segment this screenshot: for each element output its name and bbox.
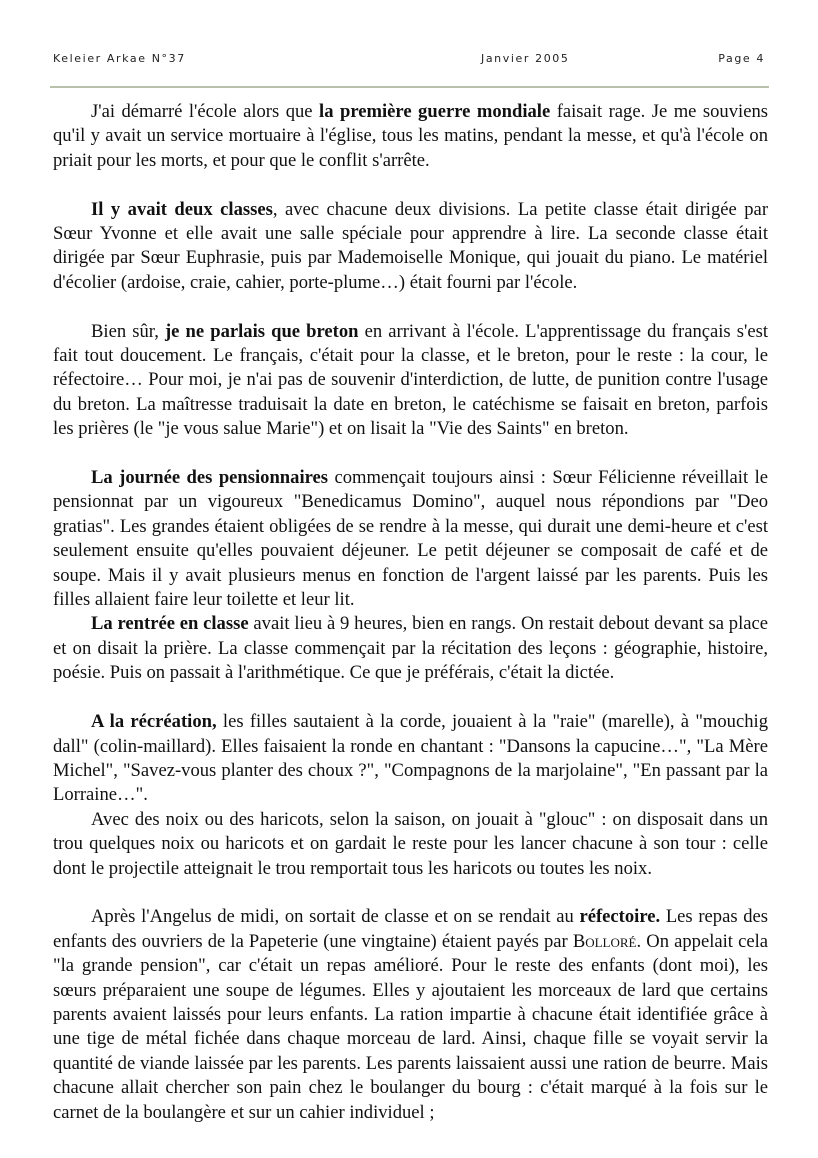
paragraph-refectory xyxy=(53,905,768,1125)
text: Les repas des enfants des ouvriers de la Papeterie (une vingtaine) étaient payés par xyxy=(53,906,768,952)
article-body xyxy=(53,100,768,1125)
paragraph-boarders-day xyxy=(53,466,768,612)
header-divider xyxy=(50,86,769,88)
text: Bien sûr, xyxy=(91,320,165,342)
text: , avec chacune deux divisions. La petite classe était dirigée par Sœur Yvonne et elle avait une salle spéciale pour apprendre à lire. La seconde classe était dirigée par Sœur Euphrasie, puis par Mademoiselle Monique, qui jouait du piano. Le matériel d'écolier (ardoise, craie, cahier, porte-plume…) était fourni par l'école. xyxy=(53,198,769,293)
text: J'ai démarré l'école alors que xyxy=(91,101,320,122)
company-name: Bolloré xyxy=(572,930,637,952)
paragraph-classes xyxy=(53,198,768,296)
paragraph-glouc xyxy=(53,808,768,881)
text: avait lieu à 9 heures, bien en rangs. On restait debout devant sa place et on disait la prière. La classe commençait par la récitation des leçons : géographie, histoire, poésie. Puis on passait à l'arithmétique. Ce que je préférais, c'était la dictée. xyxy=(53,613,769,684)
text: . On appelait cela "la grande pension", car c'était un repas amélioré. Pour le reste des enfants (dont moi), les sœurs préparaient une soupe de légumes. Elles y ajoutaient les morceaux de lard que certains parents avaient laissés pour leurs enfants. La ration impartie à chacune était identifiée grâce à une tige de métal fichée dans chaque morceau de lard. Ainsi, chaque fille se voyait servir la quantité de viande laissée par les parents. Les parents laissaient aussi une ration de beurre. Mais chacune allait chercher son pain chez le boulanger du bourg : c'était marqué à la fois sur le carnet de la boulangère et sur un cahier individuel ; xyxy=(53,930,768,1123)
bold-phrase: Il y avait deux classes xyxy=(91,198,273,220)
page-number: Page 4 xyxy=(718,52,765,65)
paragraph-class-start xyxy=(53,612,768,685)
bold-phrase: la première guerre mondiale xyxy=(319,101,551,122)
text: faisait rage. Je me souviens qu'il y avait un service mortuaire à l'église, tous les matins, pendant la messe, et qu'à l'école on priait pour les morts, et pour que le conflit s'arrête. xyxy=(53,101,768,171)
paragraph-recess xyxy=(53,710,768,808)
bold-phrase: La rentrée en classe xyxy=(91,613,249,635)
publication-title: Keleier Arkae N°37 xyxy=(53,52,186,65)
paragraph-war xyxy=(53,100,768,173)
text: en arrivant à l'école. L'apprentissage du français s'est fait tout doucement. Le français, c'était pour la classe, et le breton, pour le reste : la cour, le réfectoire… Pour moi, je n'ai pas de souvenir d'interdiction, de lutte, de punition contre l'usage du breton. La maîtresse traduisait la date en breton, le catéchisme se faisait en breton, parfois les prières (le "je vous salue Marie") et on lisait la "Vie des Saints" en breton. xyxy=(53,320,768,440)
bold-phrase: La journée des pensionnaires xyxy=(91,467,329,489)
paragraph-breton xyxy=(53,320,768,442)
page-header xyxy=(53,52,765,70)
text: les filles sautaient à la corde, jouaient à la "raie" (marelle), à "mouchig dall" (colin-maillard). Elles faisaient la ronde en chantant : "Dansons la capucine…", "La Mère Michel", "Savez-vous planter des choux ?", "Compagnons de la marjolaine", "En passant par la Lorraine…". xyxy=(53,711,768,806)
text: commençait toujours ainsi : Sœur Félicienne réveillait le pensionnat par un vigoureux "Benedicamus Domino", auquel nous répondions par "Deo gratias". Les grandes étaient obligées de se rendre à la messe, qui durait une demi-heure et c'est seulement ensuite qu'elles pouvaient déjeuner. Le petit déjeuner se composait de café et de soupe. Mais il y avait plusieurs menus en fonction de l'argent laissé par les parents. Puis les filles allaient faire leur toilette et leur lit. xyxy=(53,467,768,611)
bold-phrase: A la récréation, xyxy=(91,711,217,733)
issue-date: Janvier 2005 xyxy=(481,52,570,65)
text: Avec des noix ou des haricots, selon la saison, on jouait à "glouc" : on disposait dans un trou quelques noix ou haricots et on gardait le reste pour les lancer chacune à son tour : celle dont le projectile atteignait le trou remportait tous les haricots ou toutes les noix. xyxy=(53,808,768,879)
bold-phrase: je ne parlais que breton xyxy=(164,320,359,342)
bold-phrase: réfectoire. xyxy=(579,906,661,928)
text: Après l'Angelus de midi, on sortait de classe et on se rendait au xyxy=(91,906,580,928)
